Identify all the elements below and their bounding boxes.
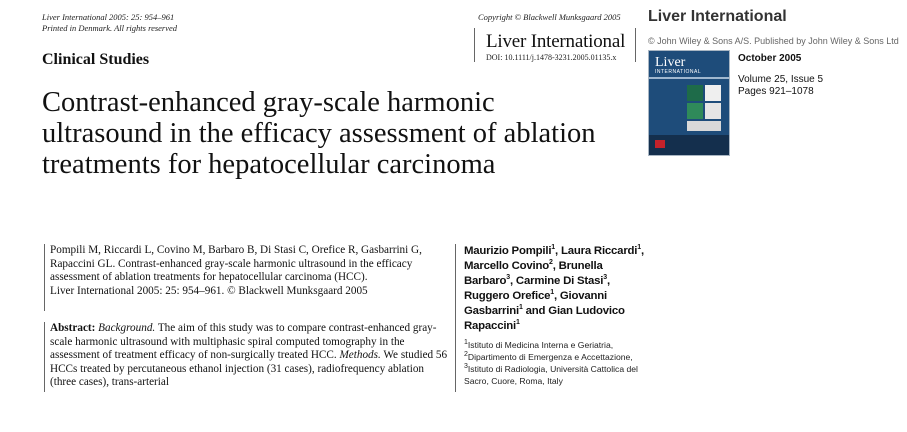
citation-text: Pompili M, Riccardi L, Covino M, Barbaro B, Di Stasi C, Orefice R, Gasbarrini G, Rapaccini GL. Contrast-enhanced gray-scale harmonic ultrasound in the efficacy assessment of ablation treatments for hepatocellular carcinoma (HCC).: [50, 244, 422, 283]
author: Marcello Covino$^2$,: [464, 259, 559, 272]
author-list: [464, 244, 654, 334]
background-text: The aim of this study was to compare contrast-enhanced gray-scale harmonic ultrasound with multiphasic spiral computed tomography in the assessment of treatment efficacy of non-surgically treated HCC.: [50, 322, 437, 361]
abstract-label: Abstract:: [50, 322, 96, 334]
journal-cover-image[interactable]: [648, 50, 730, 156]
section-heading: Clinical Studies: [42, 51, 150, 68]
author: Giovanni Gasbarrini$^1$ and: [464, 290, 608, 317]
cover-figure: [687, 121, 721, 131]
abstract-block: [50, 322, 448, 390]
doi: DOI: 10.1111/j.1478-3231.2005.01135.x: [486, 53, 617, 62]
affiliation: $^2$Dipartimento di Emergenza e Accettazione,: [464, 351, 633, 362]
affiliation: $^3$Istituto di Radiologia, Università Cattolica del Sacro, Cuore, Roma, Italy: [464, 363, 638, 386]
journal-name: Liver International: [486, 31, 626, 52]
methods-text: We studied 56 HCCs treated by percutaneous ethanol injection (31 cases), radiofrequency ablation (three cases), trans-arterial: [50, 349, 448, 388]
methods-label: Methods.: [339, 349, 381, 361]
journal-panel-title[interactable]: Liver International: [648, 8, 787, 25]
cover-subtitle: INTERNATIONAL: [655, 69, 702, 75]
issue-pages: Pages 921–1078: [738, 86, 814, 97]
author: Gian Ludovico Rapaccini$^1$: [464, 305, 625, 332]
header-rule-right: [635, 28, 636, 62]
cover-band: [649, 77, 729, 79]
cover-figure: [705, 85, 721, 101]
cover-figure: [687, 103, 703, 119]
citation-block: [50, 244, 448, 298]
journal-citation: Liver International 2005: 25: 954–961: [42, 12, 175, 22]
citation-journal: Liver International 2005: 25: 954–961. © Blackwell Munksgaard 2005: [50, 284, 368, 297]
affiliations: [464, 339, 664, 387]
author: Ruggero Orefice$^1$,: [464, 289, 560, 302]
author: Brunella Barbaro$^3$,: [464, 260, 603, 287]
background-label: Background.: [98, 322, 156, 334]
affiliation: $^1$Istituto di Medicina Interna e Geriatria,: [464, 339, 614, 350]
issue-month: October 2005: [738, 53, 802, 64]
publisher-line: © John Wiley & Sons A/S. Published by John Wiley & Sons Ltd: [648, 36, 899, 46]
author: Carmine Di Stasi$^3$,: [515, 274, 610, 287]
issue-volume: Volume 25, Issue 5: [738, 74, 824, 85]
author: Laura Riccardi$^1$,: [560, 244, 644, 257]
cover-title: Liver: [655, 55, 686, 70]
header-rule-left: [474, 28, 475, 62]
publisher-logo-icon: [655, 140, 665, 148]
cover-figure: [687, 85, 703, 101]
cover-figure: [705, 103, 721, 119]
article-title: Contrast-enhanced gray-scale harmonic ultrasound in the efficacy assessment of ablation treatments for hepatocellular carcinoma: [42, 87, 596, 180]
abstract-bar: [44, 322, 45, 392]
author-bar: [455, 244, 456, 392]
author: Maurizio Pompili$^1$,: [464, 244, 561, 257]
running-header: [42, 12, 177, 34]
printed-note: Printed in Denmark. All rights reserved: [42, 23, 178, 33]
citation-bar: [44, 244, 45, 311]
copyright-line: Copyright © Blackwell Munksgaard 2005: [478, 12, 621, 22]
